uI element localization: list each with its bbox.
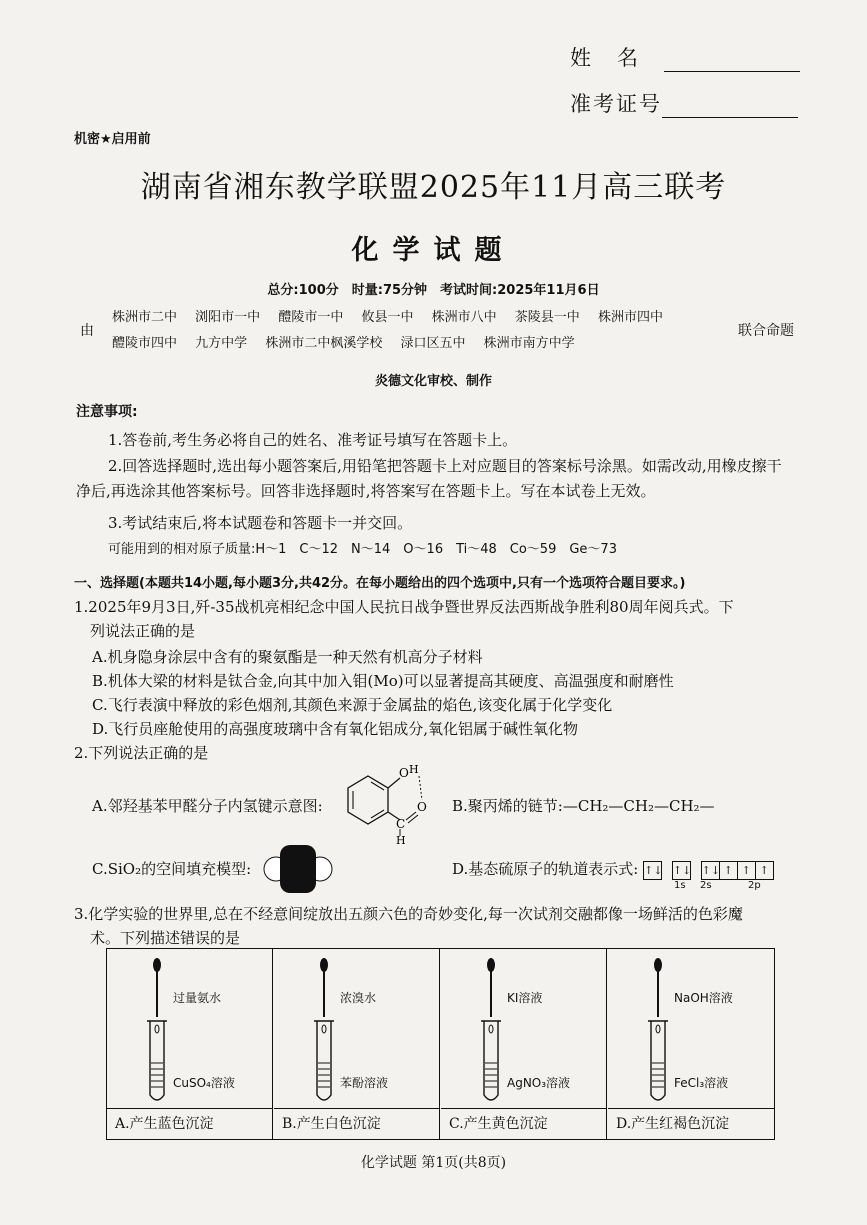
confidential-mark: 机密★启用前	[74, 132, 151, 147]
orbital-box-2p-1: ↑↓	[701, 861, 720, 880]
orbital-box-1s: ↑↓	[643, 861, 662, 880]
by-label: 由	[80, 323, 94, 339]
notice-item: 2.回答选择题时,选出每小题答案后,用铅笔把答题卡上对应题目的答案标号涂黑。如需改动,用橡皮擦干净后,再选涂其他答案标号。回答非选择题时,将答案写在答题卡上。写在本试卷上无效。	[76, 457, 782, 500]
orbital-box-2p-2: ↑	[719, 861, 738, 880]
school-item: 渌口区五中	[400, 336, 466, 351]
school-list	[112, 305, 732, 357]
school-item: 浏阳市一中	[195, 310, 261, 325]
exam-title: 湖南省湘东教学联盟2025年11月高三联考	[140, 170, 727, 205]
notice-heading: 注意事项:	[76, 404, 138, 420]
salicylaldehyde-hbond-diagram	[338, 762, 438, 844]
reagent-label: NaOH溶液	[674, 991, 733, 1005]
orbital-label: 2p	[748, 880, 761, 891]
school-item: 株洲市南方中学	[483, 336, 575, 351]
exam-id-field-row	[570, 88, 798, 118]
exam-id-label: 准考证号	[570, 92, 662, 116]
orbital-box-2p-3: ↑	[737, 861, 756, 880]
question-2-option-b[interactable]: B.聚丙烯的链节:—CH₂—CH₂—CH₂—	[452, 797, 715, 815]
dropper-test-tube-icon	[310, 955, 338, 1105]
question-1-option-a[interactable]: A.机身隐身涂层中含有的聚氨酯是一种天然有机高分子材料	[92, 648, 483, 666]
reagent-label: 浓溴水	[340, 991, 377, 1005]
question-3-stem-line: 术。下列描述错误的是	[90, 929, 241, 947]
notice-item: 1.答卷前,考生务必将自己的姓名、准考证号填写在答题卡上。	[108, 431, 518, 449]
name-field-row	[570, 42, 800, 72]
question-2-stem: 2.下列说法正确的是	[74, 744, 209, 762]
experiment-caption: B.产生白色沉淀	[274, 1108, 439, 1139]
question-1-stem-line: 1.2025年9月3日,歼-35战机亮相纪念中国人民抗日战争暨世界反法西斯战争胜利80周年阅兵式。下	[74, 598, 734, 616]
school-item: 茶陵县一中	[514, 310, 580, 325]
name-blank-line[interactable]	[664, 49, 800, 72]
experiment-cell-c[interactable]	[441, 949, 607, 1139]
question-2-option-a[interactable]	[92, 794, 323, 818]
page-footer: 化学试题 第1页(共8页)	[360, 1155, 507, 1171]
solution-label: 苯酚溶液	[340, 1076, 389, 1090]
exam-id-blank-line[interactable]	[662, 95, 798, 118]
school-item: 攸县一中	[361, 310, 414, 325]
question-1-option-b[interactable]: B.机体大梁的材料是钛合金,向其中加入钼(Mo)可以显著提高其硬度、高温强度和耐磨性	[92, 672, 674, 690]
experiment-caption: A.产生蓝色沉淀	[107, 1108, 272, 1139]
atomic-masses: 可能用到的相对原子质量:H～1 C～12 N～14 O～16 Ti～48 Co～59 Ge～73	[108, 542, 617, 557]
orbital-label: 1s	[674, 880, 686, 891]
reagent-label: KI溶液	[507, 991, 543, 1005]
producer-line: 炎德文化审校、制作	[374, 374, 492, 389]
notice-item: 3.考试结束后,将本试题卷和答题卡一并交回。	[108, 514, 413, 532]
joint-proposition-label: 联合命题	[738, 323, 794, 339]
question-1-stem-line: 列说法正确的是	[90, 622, 196, 640]
solution-label: AgNO₃溶液	[507, 1076, 571, 1090]
subject-title: 化学试题	[351, 235, 516, 266]
question-2-option-c[interactable]	[92, 857, 251, 881]
reagent-label: 过量氨水	[173, 991, 222, 1005]
experiment-caption: C.产生黄色沉淀	[441, 1108, 606, 1139]
dropper-test-tube-icon	[644, 955, 672, 1105]
school-item: 醴陵市四中	[112, 336, 178, 351]
school-item: 九方中学	[195, 336, 248, 351]
option-a-text: A.邻羟基苯甲醛分子内氢键示意图:	[92, 797, 323, 815]
dropper-test-tube-icon	[143, 955, 171, 1105]
option-d-text: D.基态硫原子的轨道表示式:	[452, 860, 639, 878]
question-1-stem	[74, 595, 794, 643]
school-item: 株洲市四中	[597, 310, 663, 325]
school-item: 株洲市二中	[112, 310, 178, 325]
orbital-box-2p-4: ↑	[755, 861, 774, 880]
svg-text:H: H	[409, 763, 419, 776]
question-3-stem	[74, 902, 794, 950]
svg-text:C: C	[396, 817, 406, 831]
exam-info: 总分:100分 时量:75分钟 考试时间:2025年11月6日	[267, 283, 600, 298]
svg-text:O: O	[399, 766, 409, 780]
school-item: 醴陵市一中	[278, 310, 344, 325]
name-label: 姓名	[570, 46, 664, 70]
question-2-option-d[interactable]	[452, 857, 773, 881]
experiment-caption: D.产生红褐色沉淀	[608, 1108, 774, 1139]
experiment-table	[106, 948, 775, 1140]
experiment-cell-d[interactable]	[608, 949, 774, 1139]
orbital-box-2s: ↑↓	[672, 861, 691, 880]
solution-label: CuSO₄溶液	[173, 1076, 235, 1090]
school-item: 株洲市八中	[431, 310, 497, 325]
svg-text:H: H	[396, 834, 406, 844]
experiment-cell-a[interactable]	[107, 949, 273, 1139]
option-c-text: C.SiO₂的空间填充模型:	[92, 860, 252, 878]
question-1-option-d[interactable]: D.飞行员座舱使用的高强度玻璃中含有氧化铝成分,氧化铝属于碱性氧化物	[92, 720, 579, 738]
svg-text:O: O	[417, 800, 427, 814]
question-3-stem-line: 3.化学实验的世界里,总在不经意间绽放出五颜六色的奇妙变化,每一次试剂交融都像一场鲜活的色彩魔	[74, 905, 743, 923]
experiment-cell-b[interactable]	[274, 949, 440, 1139]
school-item: 株洲市二中枫溪学校	[265, 336, 383, 351]
question-1-option-c[interactable]: C.飞行表演中释放的彩色烟剂,其颜色来源于金属盐的焰色,该变化属于化学变化	[92, 696, 613, 714]
sio2-space-filling-model	[262, 843, 334, 895]
orbital-label: 2s	[700, 880, 712, 891]
dropper-test-tube-icon	[477, 955, 505, 1105]
solution-label: FeCl₃溶液	[674, 1076, 729, 1090]
section-heading: 一、选择题(本题共14小题,每小题3分,共42分。在每小题给出的四个选项中,只有一个选项符合题目要求。)	[74, 576, 686, 591]
